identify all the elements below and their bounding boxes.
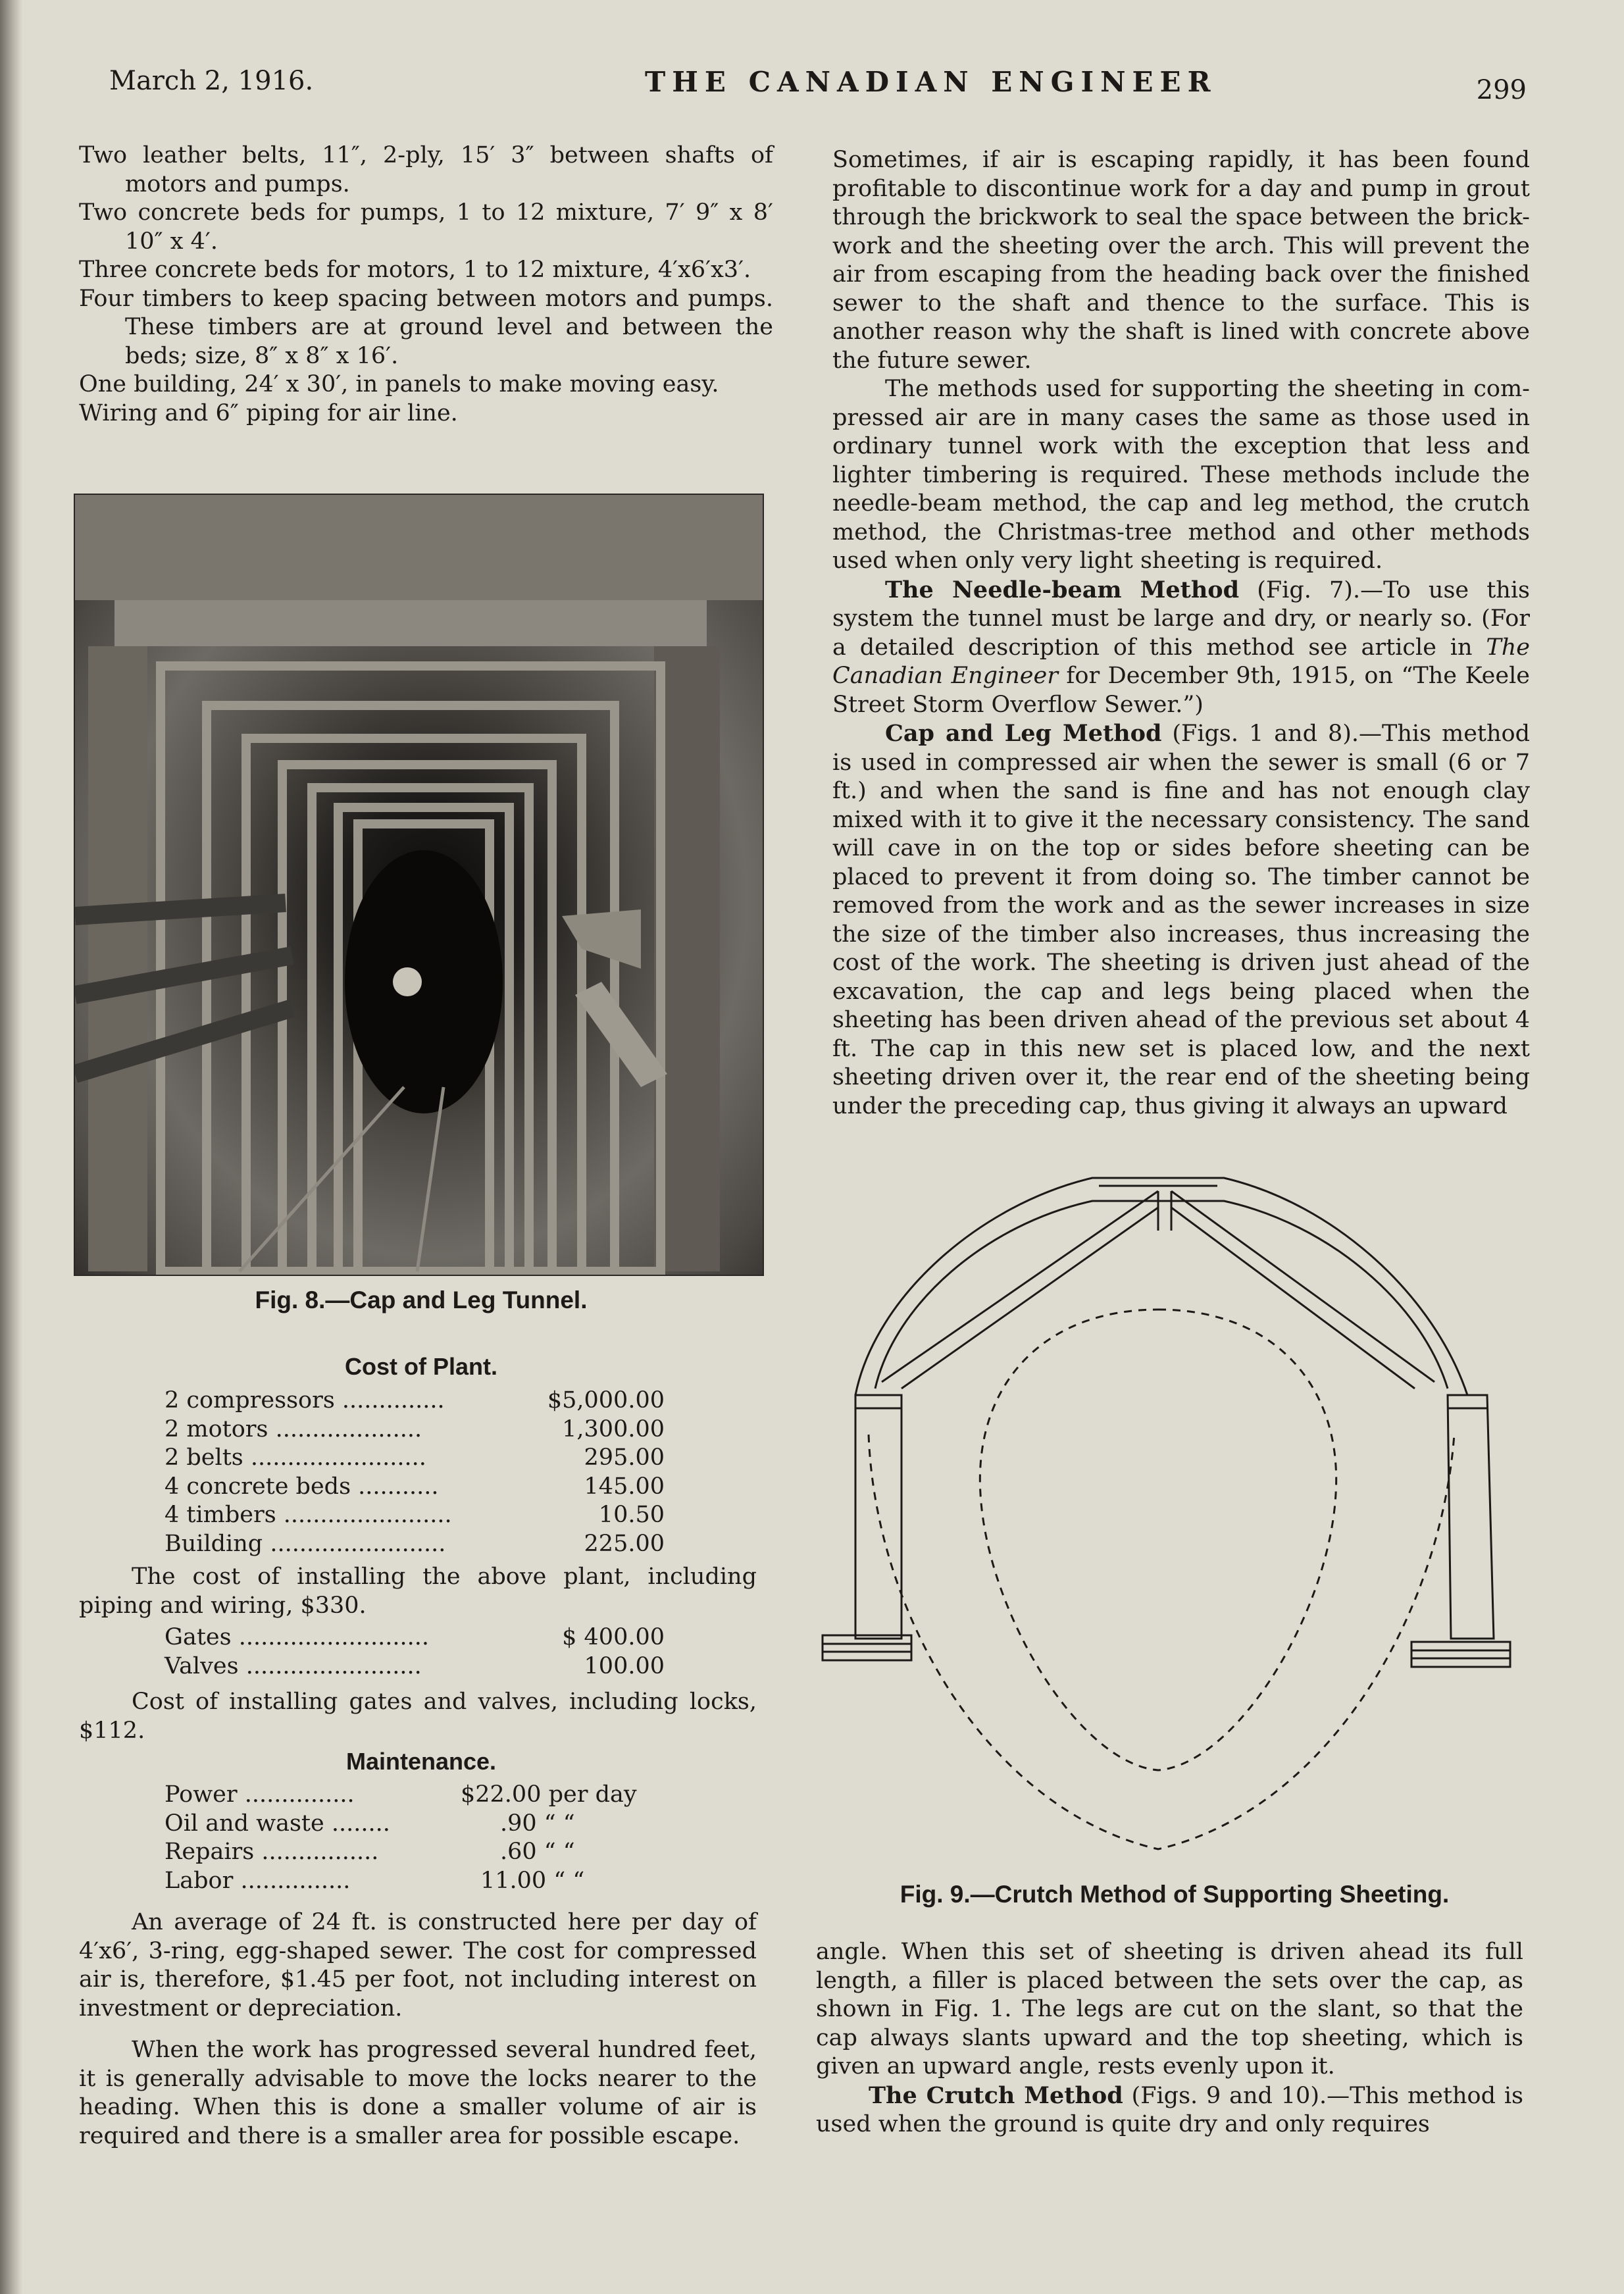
table-row (165, 1810, 757, 1839)
row-label: 4 concrete beds ........... (165, 1473, 439, 1500)
row-label: 2 belts ........................ (165, 1444, 426, 1471)
header-date: March 2, 1916. (109, 66, 314, 96)
journal-citation: The Canadian Engineer (832, 634, 1530, 689)
row-label: Oil and waste ........ (165, 1810, 390, 1837)
plant-install-note-wrap (79, 1563, 757, 1620)
table-row (165, 1868, 757, 1897)
gates-install-note: Cost of installing gates and valves, including locks, $112. (79, 1689, 757, 1744)
list-item: Two concrete beds for pumps, 1 to 12 mixture, 7′ 9″ x 8′ 10″ x 4′. (79, 199, 773, 255)
paragraph: When the work has progressed several hundred feet, it is generally advisable to move the locks nearer to the heading. When this is done a smaller volume of air is required and there is a smaller area for possible escape. (79, 2037, 757, 2149)
section-lead: The Crutch Method (869, 2081, 1123, 2109)
tunnel-photo-illustration (75, 495, 763, 1275)
crutch-method-drawing (816, 1152, 1527, 1882)
table-row (165, 1624, 757, 1653)
table-row (165, 1473, 757, 1502)
table-row (165, 1387, 757, 1416)
row-amount: 10.50 (598, 1502, 665, 1528)
tunnel-photograph (74, 494, 764, 1276)
table-row (165, 1531, 757, 1560)
paragraph: The methods used for supporting the sheeting in com-pressed air are in many cases the same as those used in ordinary tunnel work with the exception that less and lighter timbering is required. These methods include the needle-beam method, the cap and leg method, the crutch method, the Christmas-tree method and other methods used when only very light sheeting is required. (832, 376, 1530, 574)
page-number: 299 (1476, 75, 1527, 105)
paragraph: angle. When this set of sheeting is driven ahead its full length, a filler is placed between the sets over the cap, as shown in Fig. 1. The legs are cut on the slant, so that the cap always slants upward and the top sheeting, which is given an upward angle, rests evenly upon it. (816, 1939, 1523, 2079)
list-item: Four timbers to keep spacing between motors and pumps. These timbers are at ground level and between the beds; size, 8″ x 8″ x 16′. (79, 285, 773, 369)
table-row (165, 1416, 757, 1445)
row-amount: 11.00 “ “ (480, 1867, 585, 1894)
maintenance-table (165, 1781, 757, 1896)
paragraph-text: (Figs. 1 and 8).—This method is used in compressed air when the sewer is small (6 or 7 ft.) and when the sand is fine and has not enough clay mixed with it to give it the necessary consistency. The sand will cave in on the top or sides before sheeting can be placed to prevent it from doing so. The timber cannot be removed from the work and as the sewer increases in size the size of the timber also increases, thus increasing the cost of the work. The sheeting is driven just ahead of the excavation, the cap and legs being placed when the sheeting has been driven ahead of the previous set about 4 ft. The cap in this new set is placed low, and the next sheeting driven over it, the rear end of the sheeting being under the preceding cap, thus giving it always an upward (832, 721, 1530, 1119)
cost-of-plant-heading-wrap (165, 1352, 678, 1381)
maintenance-heading: Maintenance. (345, 1748, 497, 1775)
cap-and-leg-paragraph (832, 719, 1530, 1121)
row-label: 2 compressors .............. (165, 1387, 445, 1414)
equipment-list (79, 141, 773, 428)
cost-of-plant-table (165, 1387, 757, 1559)
row-amount: 225.00 (584, 1530, 665, 1557)
section-lead: Cap and Leg Method (885, 720, 1162, 747)
right-column-text (832, 146, 1530, 1121)
row-amount: $22.00 per day (461, 1781, 637, 1808)
plant-install-note: The cost of installing the above plant, including piping and wiring, $330. (79, 1564, 757, 1619)
fig9-caption: Fig. 9.—Crutch Method of Supporting Sheeting. (900, 1881, 1450, 1908)
running-header (105, 66, 1553, 105)
row-amount: 100.00 (584, 1652, 665, 1679)
row-label: Repairs ................ (165, 1839, 379, 1865)
list-item: One building, 24′ x 30′, in panels to make moving easy. (79, 371, 719, 397)
paragraph-text: for December 9th, 1915, on “The Keele Street Storm Overflow Sewer.”) (832, 663, 1531, 718)
row-amount: $5,000.00 (547, 1387, 665, 1414)
table-row (165, 1502, 757, 1531)
crutch-method-diagram (816, 1152, 1527, 1882)
row-label: Valves ........................ (165, 1652, 422, 1679)
paragraph: Sometimes, if air is escaping rapidly, it has been found profitable to discontinue work for a day and pump in grout through the brickwork to seal the space between the brick-work and the sheeting over the arch. This will prevent the air from escaping from the heading back over the finished sewer to the shaft and thence to the surface. This is another reason why the shaft is lined with concrete above the future sewer. (832, 147, 1530, 374)
paragraph-text: (Figs. 9 and 10).—This method is used when the ground is quite dry and only requires (816, 2082, 1523, 2137)
gates-valves-table (165, 1624, 757, 1681)
paragraph-text: (Fig. 7).—To use this system the tunnel must be large and dry, or nearly so. (For a detailed description of this method see article in (832, 576, 1531, 661)
row-label: Power ............... (165, 1781, 355, 1808)
left-closing-text (79, 1908, 757, 2151)
crutch-method-paragraph (816, 2081, 1523, 2139)
row-amount: .90 “ “ (500, 1810, 575, 1837)
row-label: 2 motors .................... (165, 1415, 422, 1442)
row-label: 4 timbers ....................... (165, 1502, 452, 1528)
row-amount: .60 “ “ (500, 1839, 575, 1865)
page-spine-shadow (0, 0, 22, 2294)
row-amount: 1,300.00 (562, 1415, 665, 1442)
row-label: Labor ............... (165, 1867, 351, 1894)
maintenance-heading-wrap (165, 1747, 678, 1776)
list-item: Three concrete beds for motors, 1 to 12 mixture, 4′x6′x3′. (79, 257, 751, 283)
gates-install-note-wrap (79, 1688, 757, 1745)
row-label: Gates .......................... (165, 1624, 429, 1650)
fig8-caption: Fig. 8.—Cap and Leg Tunnel. (255, 1287, 588, 1313)
list-item: Two leather belts, 11″, 2-ply, 15′ 3″ between shafts of motors and pumps. (79, 142, 773, 197)
journal-title: THE CANADIAN ENGINEER (645, 66, 1217, 98)
table-row (165, 1444, 757, 1473)
list-item: Wiring and 6″ piping for air line. (79, 399, 458, 426)
table-row (165, 1781, 757, 1810)
table-row (165, 1839, 757, 1868)
needle-beam-paragraph (832, 576, 1530, 720)
row-amount: $ 400.00 (562, 1624, 665, 1650)
row-label: Building ........................ (165, 1530, 446, 1557)
section-lead: The Needle-beam Method (885, 576, 1240, 603)
row-amount: 295.00 (584, 1444, 665, 1471)
paragraph: An average of 24 ft. is constructed here per day of 4′x6′, 3-ring, egg-shaped sewer. The cost for compressed air is, therefore, $1.45 per foot, not including interest on investment or depreciation. (79, 1909, 757, 2022)
right-column-bottom-text (816, 1938, 1523, 2139)
cost-of-plant-heading: Cost of Plant. (345, 1353, 497, 1380)
table-row (165, 1653, 757, 1682)
row-amount: 145.00 (584, 1473, 665, 1500)
